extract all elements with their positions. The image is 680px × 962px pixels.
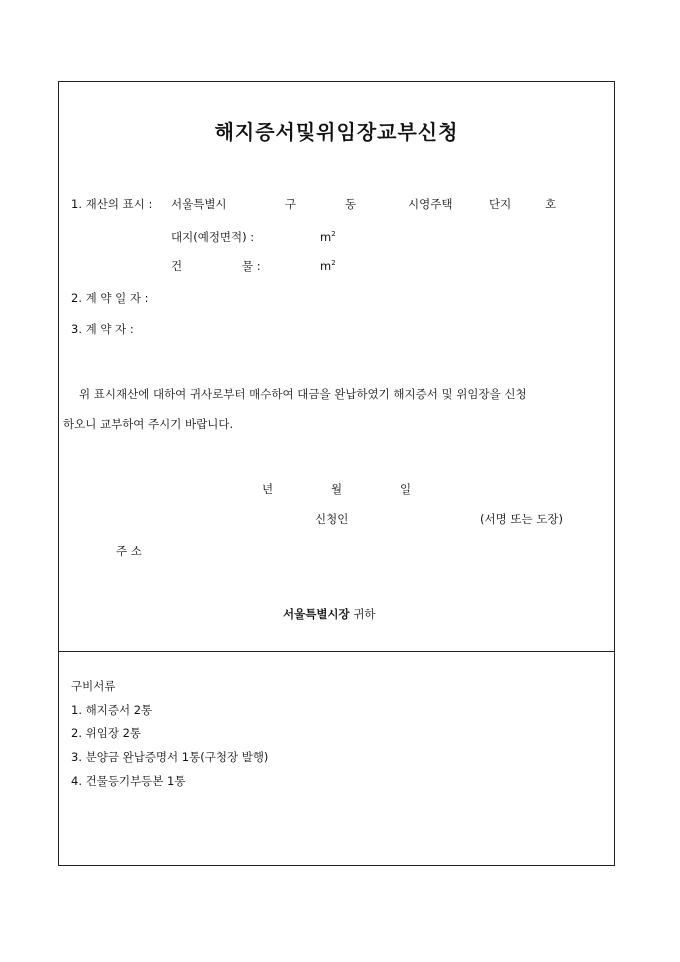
land-unit: $m^2$	[320, 230, 336, 244]
property-housing: 시영주택	[408, 197, 453, 211]
body-line-2: 하오니 교부하여 주시기 바랍니다.	[63, 417, 234, 431]
body-line-1: 위 표시재산에 대하여 귀사로부터 매수하여 대금을 완납하였기 해지증서 및 위임장을 신청	[79, 387, 527, 401]
building-unit: $m^2$	[320, 259, 336, 273]
property-dong: 동	[345, 197, 357, 211]
date-day: 일	[400, 482, 412, 496]
application-form	[58, 81, 615, 866]
property-danji: 단지	[489, 197, 512, 211]
date-year: 년	[262, 482, 274, 496]
contractor-label: 3. 계 약 자 :	[71, 322, 134, 336]
building-label-a: 건	[171, 259, 183, 273]
recipient	[283, 607, 376, 621]
applicant-label: 신청인	[315, 512, 349, 526]
documents-heading: 구비서류	[71, 679, 116, 693]
building-label-b: 물 :	[242, 259, 261, 273]
section-divider	[59, 651, 614, 652]
property-label: 1. 재산의 표시 :	[71, 197, 153, 211]
document-item: 4. 건물등기부등본 1통	[71, 774, 186, 788]
document-item: 2. 위임장 2통	[71, 726, 142, 740]
property-gu: 구	[285, 197, 297, 211]
contract-date-label: 2. 계 약 일 자 :	[71, 291, 149, 305]
property-ho: 호	[545, 197, 557, 211]
land-label: 대지(예정면적) :	[171, 230, 255, 244]
date-month: 월	[331, 482, 343, 496]
signature-note: (서명 또는 도장)	[480, 512, 563, 526]
document-item: 1. 해지증서 2통	[71, 703, 153, 717]
recipient-name: 서울특별시장	[283, 607, 350, 621]
recipient-honorific: 귀하	[353, 607, 376, 621]
address-label: 주 소	[116, 544, 142, 558]
property-city: 서울특별시	[171, 197, 227, 211]
form-title: 해지증서및위임장교부신청	[214, 120, 459, 144]
document-item: 3. 분양금 완납증명서 1통(구청장 발행)	[71, 750, 269, 764]
